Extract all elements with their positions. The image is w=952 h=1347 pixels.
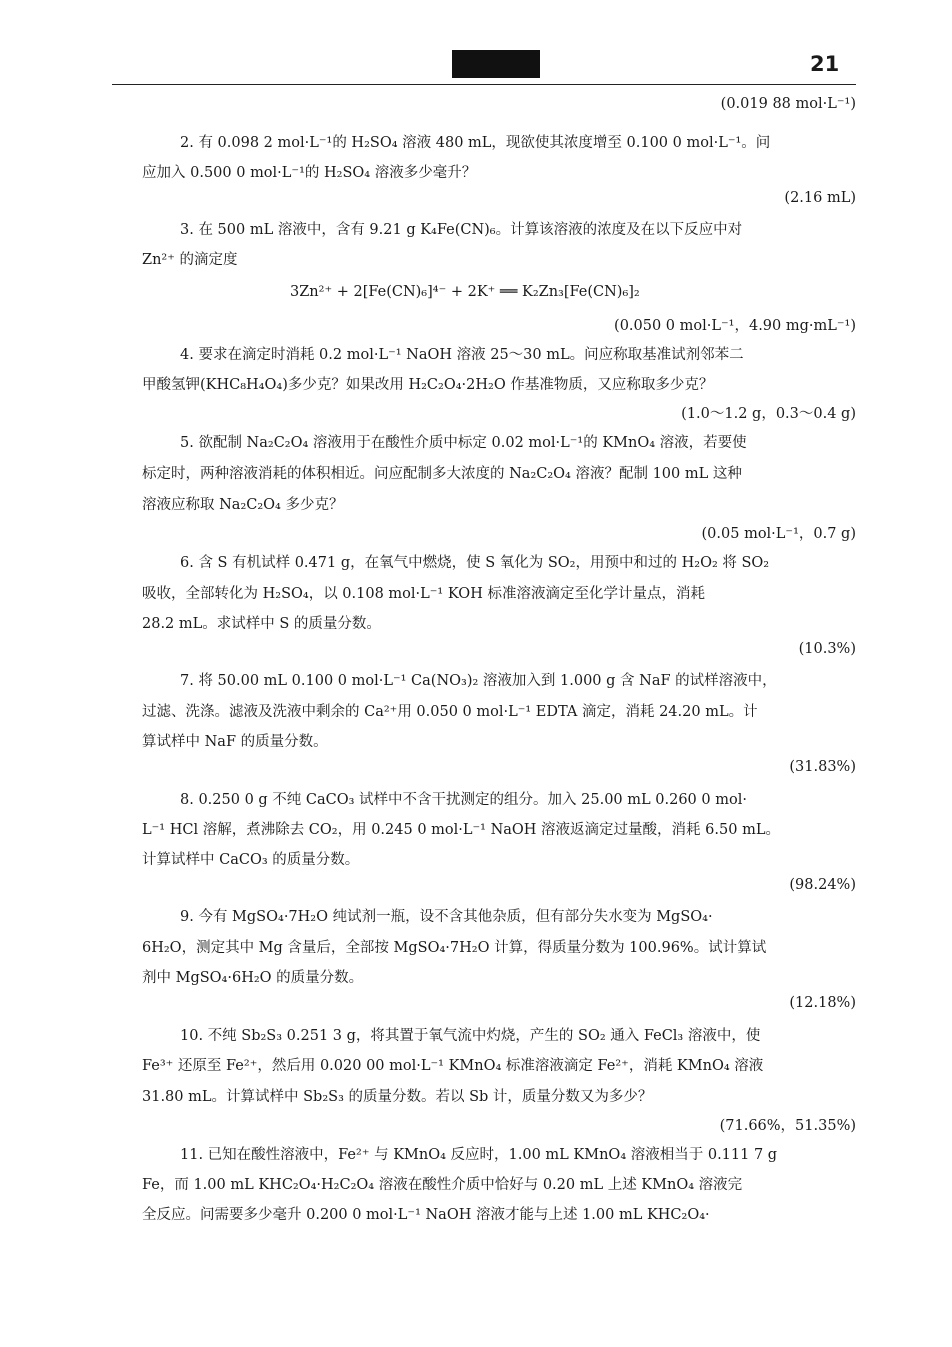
problem-text-line: 溶液应称取 Na₂C₂O₄ 多少克？ xyxy=(142,497,344,513)
problem-text-line: 过滤、洗涤。滤液及洗液中剩余的 Ca²⁺用 0.050 0 mol·L⁻¹ EDTA 滴定，消耗 24.20 mL。计 xyxy=(142,704,758,720)
problem-text-line: 甲酸氢钾(KHC₈H₄O₄)多少克？如果改用 H₂C₂O₄·2H₂O 作基准物质，又应称取多少克？ xyxy=(142,377,714,393)
answer-line: (0.019 88 mol·L⁻¹) xyxy=(720,96,856,112)
answer-line: (71.66%，51.35%) xyxy=(719,1118,856,1134)
answer-line: (0.05 mol·L⁻¹，0.7 g) xyxy=(701,526,856,542)
problem-start-line: 3. 在 500 mL 溶液中，含有 9.21 g K₄Fe(CN)₆。计算该溶液的浓度及在以下反应中对 xyxy=(180,222,743,238)
answer-line: (12.18%) xyxy=(789,995,856,1011)
page-number: 21 xyxy=(810,52,840,76)
problem-text-line: L⁻¹ HCl 溶解，煮沸除去 CO₂，用 0.245 0 mol·L⁻¹ NaOH 溶液返滴定过量酸，消耗 6.50 mL。 xyxy=(142,822,780,838)
problem-start-line: 11. 已知在酸性溶液中，Fe²⁺ 与 KMnO₄ 反应时，1.00 mL KMnO₄ 溶液相当于 0.111 7 g xyxy=(180,1147,778,1163)
answer-line: (10.3%) xyxy=(798,641,856,657)
answer-line: (2.16 mL) xyxy=(784,190,856,206)
problem-text-line: Zn²⁺ 的滴定度 xyxy=(142,252,238,268)
problem-text-line: 吸收，全部转化为 H₂SO₄，以 0.108 mol·L⁻¹ KOH 标准溶液滴定至化学计量点，消耗 xyxy=(142,586,705,602)
answer-line: (0.050 0 mol·L⁻¹，4.90 mg·mL⁻¹) xyxy=(614,318,856,334)
problem-text-line: 算试样中 NaF 的质量分数。 xyxy=(142,734,328,750)
problem-start-line: 2. 有 0.098 2 mol·L⁻¹的 H₂SO₄ 溶液 480 mL，现欲使其浓度增至 0.100 0 mol·L⁻¹。问 xyxy=(180,135,771,151)
answer-line: (98.24%) xyxy=(789,877,856,893)
problem-start-line: 7. 将 50.00 mL 0.100 0 mol·L⁻¹ Ca(NO₃)₂ 溶液加入到 1.000 g 含 NaF 的试样溶液中， xyxy=(180,673,777,689)
problem-text-line: 31.80 mL。计算试样中 Sb₂S₃ 的质量分数。若以 Sb 计，质量分数又为多少？ xyxy=(142,1089,653,1105)
problem-start-line: 4. 要求在滴定时消耗 0.2 mol·L⁻¹ NaOH 溶液 25～30 mL。问应称取基准试剂邻苯二 xyxy=(180,347,744,363)
answer-line: (1.0～1.2 g，0.3～0.4 g) xyxy=(681,406,856,422)
problem-text-line: 计算试样中 CaCO₃ 的质量分数。 xyxy=(142,852,360,868)
problem-text-line: 全反应。问需要多少毫升 0.200 0 mol·L⁻¹ NaOH 溶液才能与上述 1.00 mL KHC₂O₄· xyxy=(142,1207,710,1223)
problem-start-line: 8. 0.250 0 g 不纯 CaCO₃ 试样中不含干扰测定的组分。加入 25.00 mL 0.260 0 mol· xyxy=(180,792,747,808)
problem-text-line: 28.2 mL。求试样中 S 的质量分数。 xyxy=(142,616,381,632)
problem-text-line: Fe，而 1.00 mL KHC₂O₄·H₂C₂O₄ 溶液在酸性介质中恰好与 0.20 mL 上述 KMnO₄ 溶液完 xyxy=(142,1177,743,1193)
problem-text-line: 应加入 0.500 0 mol·L⁻¹的 H₂SO₄ 溶液多少毫升？ xyxy=(142,165,477,181)
problem-start-line: 9. 今有 MgSO₄·7H₂O 纯试剂一瓶，设不含其他杂质，但有部分失水变为 MgSO₄· xyxy=(180,909,713,925)
problem-start-line: 5. 欲配制 Na₂C₂O₄ 溶液用于在酸性介质中标定 0.02 mol·L⁻¹的 KMnO₄ 溶液，若要使 xyxy=(180,435,747,451)
header-rule xyxy=(112,84,856,85)
problem-text-line: 剂中 MgSO₄·6H₂O 的质量分数。 xyxy=(142,970,364,986)
problem-start-line: 6. 含 S 有机试样 0.471 g，在氧气中燃烧，使 S 氧化为 SO₂，用预中和过的 H₂O₂ 将 SO₂ xyxy=(180,555,770,571)
problem-text-line: Fe³⁺ 还原至 Fe²⁺，然后用 0.020 00 mol·L⁻¹ KMnO₄ 标准溶液滴定 Fe²⁺，消耗 KMnO₄ 溶液 xyxy=(142,1058,764,1074)
problem-text-line: 6H₂O，测定其中 Mg 含量后，全部按 MgSO₄·7H₂O 计算，得质量分数为 100.96%。试计算试 xyxy=(142,940,767,956)
problem-text-line: 标定时，两种溶液消耗的体积相近。问应配制多大浓度的 Na₂C₂O₄ 溶液？配制 100 mL 这种 xyxy=(142,466,742,482)
answer-line: (31.83%) xyxy=(789,759,856,775)
problem-start-line: 10. 不纯 Sb₂S₃ 0.251 3 g，将其置于氧气流中灼烧，产生的 SO₂ 通入 FeCl₃ 溶液中，使 xyxy=(180,1028,761,1044)
equation-line: 3Zn²⁺ + 2[Fe(CN)₆]⁴⁻ + 2K⁺ ══ K₂Zn₃[Fe(CN)₆]₂ xyxy=(290,284,640,300)
header-black-tab xyxy=(452,50,540,78)
